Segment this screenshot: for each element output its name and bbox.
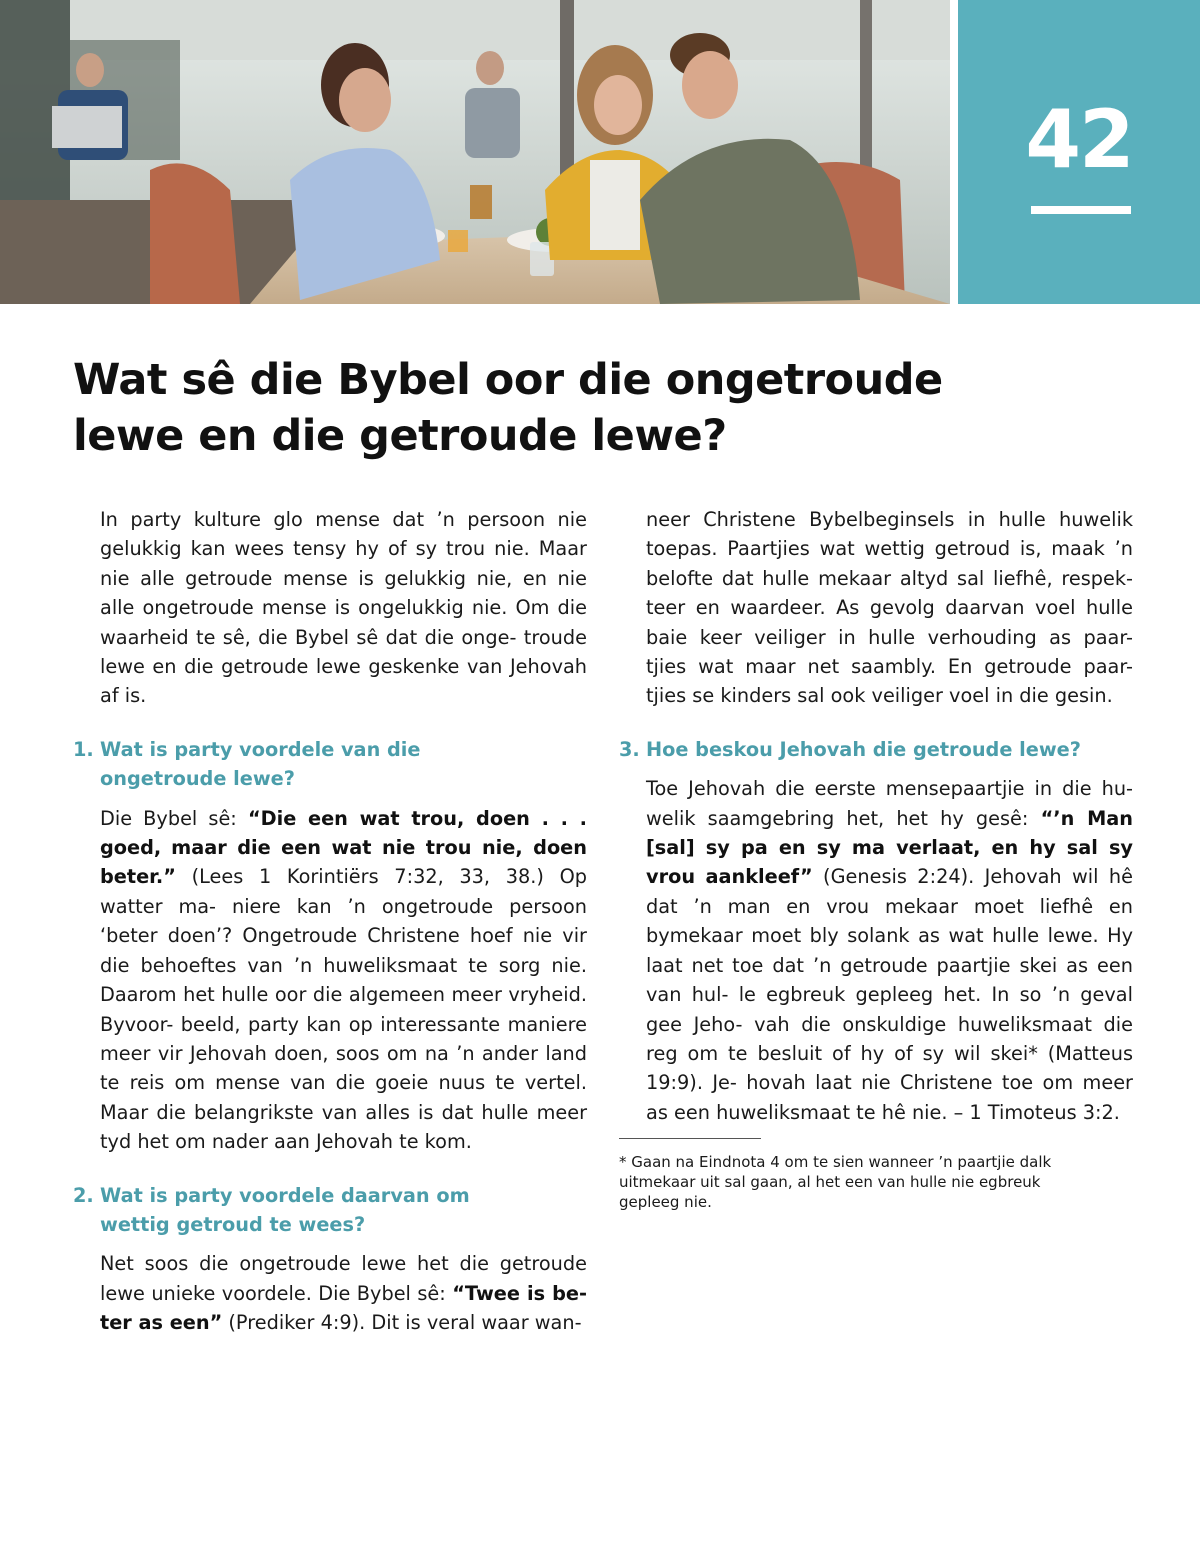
intro-line: nie alle getroude mense is gelukkig nie, en nie [100,566,587,590]
question-number: 2. [73,1183,94,1207]
scripture-quote: ter as een” [100,1311,223,1335]
body-text: vir Jehovah doen, soos om na ’n ander land te [100,1041,587,1095]
body-text: huweliksmaat te hê nie. – 1 Timoteus 3:2. [716,1100,1120,1124]
body-text: le egbreuk gepleeg het. In so ’n geval gee Jeho- [646,983,1133,1036]
body-text: tjies se kinders sal ook veiliger voel in die gesin. [646,684,1113,708]
body-text: reis om mense van die goeie nuus te vertel. [129,1071,587,1095]
scripture-quote: [sal] sy pa en sy ma verlaat, en hy sal sy vrou [646,836,1133,889]
body-text: tyd het om nader aan Jehovah te kom. [100,1130,472,1154]
body-text: Die Bybel sê: [100,806,248,830]
body-text: neer Christene Bybelbeginsels in hulle huwelik [646,508,1133,531]
intro-paragraph [100,505,587,711]
footnote-text: gepleeg nie. [619,1193,712,1212]
scripture-quote: aankleef” [705,865,813,889]
body-text: (Lees 1 Korintiërs 7:32, 33, 38.) Op watter ma- [100,865,587,918]
body-text: toe dat ’n getroude paartjie skei as een van hul- [646,953,1133,1007]
body-text: baie keer veiliger in hulle verhouding as paar- [646,625,1133,649]
question-2-heading [73,1181,587,1240]
page-title [73,352,1073,464]
page-title-line-2: lewe en die getroude lewe? [73,411,727,461]
question-number: 3. [619,737,640,761]
body-text: vah die onskuldige huweliksmaat die reg om te [646,1012,1133,1065]
lesson-number-rule [1031,206,1131,214]
lesson-number-box [958,0,1200,304]
lesson-number: 42 [1025,93,1133,186]
body-text: Toe Jehovah die eerste mensepaartjie in die hu- [646,777,1133,801]
question-text: wettig getroud te wees? [100,1212,366,1236]
intro-line: die waarheid te sê, die Bybel sê dat die onge- [100,596,587,649]
scripture-quote: maar die een wat nie trou nie, doen beter.” [100,836,587,889]
page-title-line-1: Wat sê die Bybel oor die ongetroude [73,355,943,405]
body-text: man en vrou mekaar moet liefhê en bymekaar [646,894,1134,948]
right-column [619,505,1134,1212]
scripture-quote: “’n Man [1040,806,1133,830]
answer-3-paragraph [646,774,1133,1127]
question-1-heading [73,735,587,794]
body-text: niere kan ’n ongetroude persoon ‘beter doen’? [100,894,587,948]
body-text: hulle oor die algemeen meer vryheid. Byvoor- [100,983,587,1036]
question-text: Wat is party voordele van die [100,737,421,761]
hero-photo [0,0,950,304]
intro-line: troude lewe en die getroude lewe geskenke van [100,625,587,679]
answer-1-paragraph [100,804,587,1157]
question-text: Wat is party voordele daarvan om [100,1183,470,1207]
question-3-heading [619,735,1133,764]
body-text: moet bly solank as wat hulle lewe. Hy laat net [646,924,1133,977]
intro-line: In party kulture glo mense dat ’n persoon nie [100,508,587,531]
body-text: Ongetroude Christene hoef nie vir die behoeftes [100,924,587,977]
intro-line: gelukkig kan wees tensy hy of sy trou nie. Maar [100,537,587,561]
answer-2-continued [646,505,1133,711]
answer-2-paragraph [100,1249,587,1337]
body-text: teer en waardeer. As gevolg daarvan voel hulle [646,596,1133,620]
footnote-text: * Gaan na Eindnota 4 om te sien wanneer ’n paartjie dalk [619,1153,1052,1172]
scripture-quote: “Die een wat trou, doen . . . goed, [100,806,587,860]
question-text: ongetroude lewe? [100,767,295,791]
body-text: Maar die belangrikste van alles is dat hulle meer [100,1100,587,1124]
body-text: belofte dat hulle mekaar altyd sal liefhê, respek- [646,566,1133,590]
body-text: Net soos die ongetroude lewe het die getroude [100,1252,587,1276]
body-text: (Prediker 4:9). Dit is veral waar wan- [222,1311,582,1335]
body-text: besluit of hy of sy wil skei* (Matteus 19:9). Je- [646,1041,1133,1095]
question-number: 1. [73,737,94,761]
body-text: beeld, party kan op interessante maniere meer [100,1012,587,1065]
left-column [73,505,588,1338]
body-text: welik saamgebring het, het hy gesê: [646,806,1041,830]
body-text: tjies wat maar net saambly. En getroude paar- [646,655,1133,679]
cafe-scene-illustration [0,0,950,304]
footnote-divider [619,1138,761,1139]
footnote [619,1152,1119,1212]
footnote-text: uitmekaar uit sal gaan, al het een van hulle nie egbreuk [619,1173,1041,1192]
intro-line: alle ongetroude mense is ongelukkig nie. Om [100,596,550,620]
body-text: (Genesis 2:24). Jehovah wil hê dat ’n [646,865,1133,918]
body-text: hovah laat nie Christene toe om meer as een [646,1071,1133,1124]
body-text: van ’n huweliksmaat te sorg nie. Daarom het [100,953,587,1007]
scripture-quote: “Twee is be- [452,1281,587,1305]
body-text: lewe unieke voordele. Die Bybel sê: [100,1281,453,1305]
intro-line: Jehovah af is. [100,655,588,708]
question-text: Hoe beskou Jehovah die getroude lewe? [646,737,1081,761]
body-text: toepas. Paartjies wat wettig getroud is, maak ’n [646,537,1133,561]
